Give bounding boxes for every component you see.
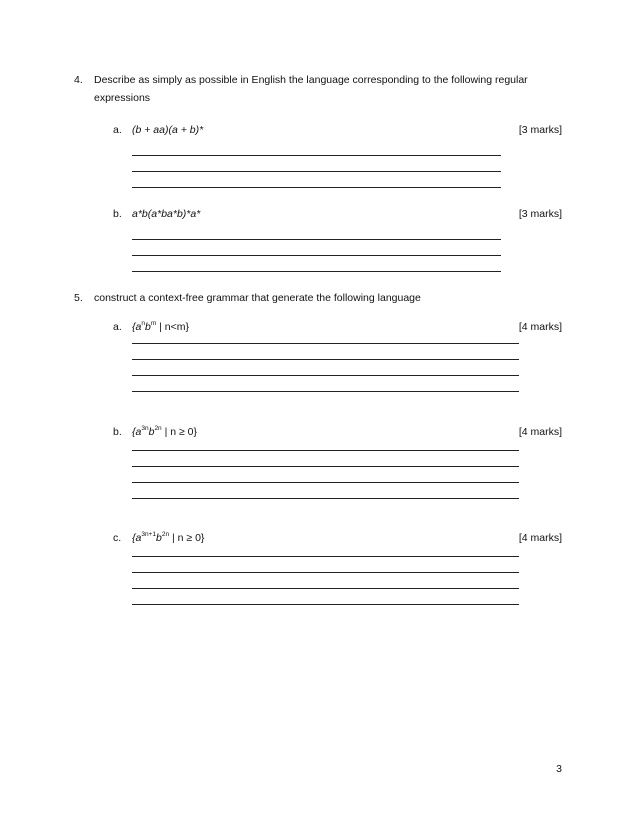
expr-superscript: 3n — [141, 424, 149, 432]
answer-line — [132, 391, 519, 392]
question-5c-expression — [132, 532, 204, 544]
answer-line — [132, 604, 519, 605]
answer-line — [132, 171, 501, 172]
page-number: 3 — [556, 763, 562, 775]
expr-tail: | n ≥ 0} — [169, 532, 205, 544]
question-5b-expression — [132, 426, 197, 438]
expr-tail: | n ≥ 0} — [161, 426, 198, 438]
question-5b-label: b. — [113, 426, 122, 438]
answer-line — [132, 255, 501, 256]
expr-open: {a — [132, 532, 142, 544]
answer-line — [132, 482, 519, 483]
expr-superscript: 2n — [161, 530, 170, 538]
answer-line — [132, 343, 519, 344]
answer-line — [132, 239, 501, 240]
question-5a-expression — [132, 321, 189, 333]
answer-line — [132, 271, 501, 272]
question-5a-marks: [4 marks] — [518, 321, 562, 333]
question-4-text: Describe as simply as possible in English the language corresponding to the following regular expressions — [94, 74, 528, 104]
expr-mid: b — [156, 532, 162, 544]
question-4-number: 4. — [74, 74, 83, 86]
expr-tail: | n<m} — [156, 321, 190, 333]
answer-line — [132, 155, 501, 156]
expr-superscript: 2n — [154, 424, 162, 432]
expr-superscript: 3n+1 — [141, 530, 157, 538]
answer-line — [132, 375, 519, 376]
question-5c-marks: [4 marks] — [518, 532, 562, 544]
answer-line — [132, 466, 519, 467]
expr-open: {a — [132, 426, 142, 438]
expr-mid: b — [144, 321, 151, 333]
expr-mid: b — [148, 426, 155, 438]
answer-line — [132, 588, 519, 589]
question-4b-marks: [3 marks] — [518, 208, 562, 220]
answer-line — [132, 556, 519, 557]
expr-superscript: m — [150, 319, 157, 327]
question-5-text: construct a context-free grammar that generate the following language — [94, 292, 421, 304]
expr-open: {a — [132, 321, 142, 333]
question-5a-label: a. — [113, 321, 122, 333]
expr-superscript: n — [141, 319, 145, 327]
question-4b-label: b. — [113, 208, 122, 220]
question-5b-marks: [4 marks] — [518, 426, 562, 438]
answer-line — [132, 572, 519, 573]
question-4b-expression-text: a*b(a*ba*b)*a* — [132, 208, 201, 220]
answer-line — [132, 359, 519, 360]
question-5c-label: c. — [113, 532, 122, 544]
question-4a-marks: [3 marks] — [518, 124, 562, 136]
answer-line — [132, 498, 519, 499]
question-4a-label: a. — [113, 124, 122, 136]
answer-line — [132, 187, 501, 188]
question-5-number: 5. — [74, 292, 83, 304]
question-4a-expression — [132, 124, 203, 136]
question-4b-expression — [132, 208, 200, 220]
question-4a-expression-text: (b + aa)(a + b)* — [132, 124, 204, 136]
answer-line — [132, 450, 519, 451]
